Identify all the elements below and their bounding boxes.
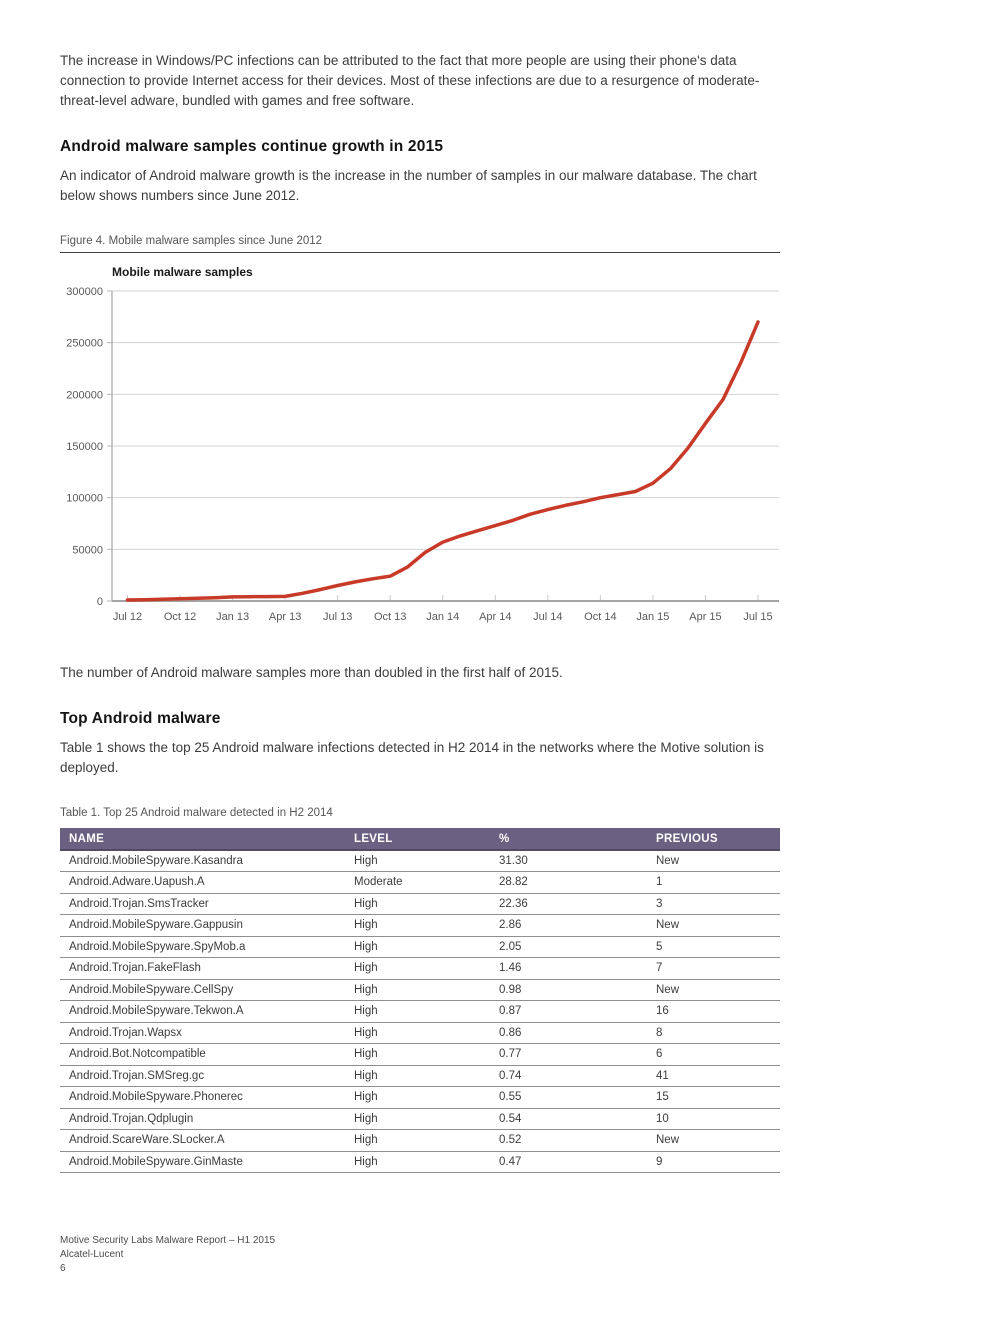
x-tick-label: Jul 15 bbox=[743, 611, 773, 623]
table-row bbox=[60, 979, 780, 1001]
x-tick-label: Jul 14 bbox=[533, 611, 563, 623]
x-tick-label: Jul 13 bbox=[322, 611, 353, 623]
level-cell: High bbox=[345, 1065, 490, 1087]
table-row bbox=[60, 958, 780, 980]
level-cell: High bbox=[345, 1151, 490, 1173]
name-cell: Android.Bot.Notcompatible bbox=[60, 1044, 345, 1066]
percent-cell: 0.87 bbox=[490, 1001, 647, 1023]
column-header-previous: PREVIOUS bbox=[647, 828, 780, 850]
name-cell: Android.Trojan.Wapsx bbox=[60, 1022, 345, 1044]
figure-caption: Figure 4. Mobile malware samples since June 2012 bbox=[60, 235, 323, 247]
x-tick-label: Apr 15 bbox=[689, 611, 722, 623]
previous-cell: 6 bbox=[647, 1044, 780, 1066]
x-tick-label: Jul 12 bbox=[112, 611, 143, 623]
level-cell: High bbox=[345, 1022, 490, 1044]
level-cell: High bbox=[345, 958, 490, 980]
x-tick-label: Apr 13 bbox=[268, 611, 302, 623]
section-heading-top-android-malware: Top Android malware bbox=[60, 710, 221, 727]
name-cell: Android.MobileSpyware.Gappusin bbox=[60, 915, 345, 937]
table-row bbox=[60, 1108, 780, 1130]
x-tick-label: Jan 13 bbox=[216, 611, 250, 623]
previous-cell: 16 bbox=[647, 1001, 780, 1023]
table-row bbox=[60, 915, 780, 937]
y-tick-label: 150000 bbox=[66, 441, 103, 453]
level-cell: High bbox=[345, 936, 490, 958]
footer-report-title: Motive Security Labs Malware Report – H1 2015 bbox=[60, 1235, 276, 1246]
figure-caption-rule bbox=[60, 252, 780, 253]
chart-title: Mobile malware samples bbox=[112, 265, 253, 279]
level-cell: High bbox=[345, 1001, 490, 1023]
malware-samples-series-line bbox=[128, 322, 759, 600]
section2-paragraph: Table 1 shows the top 25 Android malware infections detected in H2 2014 in the networks where the Motive solution is deployed. bbox=[60, 740, 764, 775]
name-cell: Android.Trojan.Qdplugin bbox=[60, 1108, 345, 1130]
name-cell: Android.MobileSpyware.GinMaste bbox=[60, 1151, 345, 1173]
name-cell: Android.Trojan.FakeFlash bbox=[60, 958, 345, 980]
previous-cell: New bbox=[647, 1130, 780, 1152]
column-header-level: LEVEL bbox=[345, 828, 490, 850]
percent-cell: 31.30 bbox=[490, 850, 647, 872]
percent-cell: 1.46 bbox=[490, 958, 647, 980]
percent-cell: 0.77 bbox=[490, 1044, 647, 1066]
level-cell: High bbox=[345, 915, 490, 937]
percent-cell: 0.55 bbox=[490, 1087, 647, 1109]
name-cell: Android.MobileSpyware.Kasandra bbox=[60, 850, 345, 872]
y-tick-label: 200000 bbox=[66, 389, 103, 402]
percent-cell: 0.47 bbox=[490, 1151, 647, 1173]
table-row bbox=[60, 1065, 780, 1087]
table-row bbox=[60, 1001, 780, 1023]
level-cell: High bbox=[345, 979, 490, 1001]
percent-cell: 0.52 bbox=[490, 1130, 647, 1152]
y-tick-label: 50000 bbox=[72, 544, 103, 557]
level-cell: High bbox=[345, 1130, 490, 1152]
percent-cell: 2.05 bbox=[490, 936, 647, 958]
previous-cell: 15 bbox=[647, 1087, 780, 1109]
top-android-malware-table bbox=[60, 828, 780, 1173]
previous-cell: 9 bbox=[647, 1151, 780, 1173]
intro-paragraph: The increase in Windows/PC infections can be attributed to the fact that more people are using their phone's data connection to provide Internet access for their devices. Most of these infections are due to a resurgence of moderate-threat-level adware, bundled with games and free software. bbox=[60, 53, 760, 108]
name-cell: Android.Trojan.SMSreg.gc bbox=[60, 1065, 345, 1087]
table-header-row bbox=[60, 828, 780, 850]
table-row bbox=[60, 1151, 780, 1173]
y-tick-label: 300000 bbox=[66, 286, 103, 298]
chart-canvas bbox=[60, 282, 782, 634]
table-row bbox=[60, 1044, 780, 1066]
level-cell: High bbox=[345, 1044, 490, 1066]
section1-paragraph: An indicator of Android malware growth is the increase in the number of samples in our malware database. The chart below shows numbers since June 2012. bbox=[60, 168, 757, 203]
x-tick-label: Oct 12 bbox=[163, 611, 197, 623]
percent-cell: 0.86 bbox=[490, 1022, 647, 1044]
level-cell: High bbox=[345, 893, 490, 915]
previous-cell: 41 bbox=[647, 1065, 780, 1087]
table-row bbox=[60, 872, 780, 894]
percent-cell: 0.74 bbox=[490, 1065, 647, 1087]
table-row bbox=[60, 1087, 780, 1109]
section-heading-android-growth: Android malware samples continue growth in 2015 bbox=[60, 138, 444, 155]
page-footer bbox=[60, 1234, 275, 1276]
level-cell: High bbox=[345, 850, 490, 872]
previous-cell: 3 bbox=[647, 893, 780, 915]
table-row bbox=[60, 893, 780, 915]
level-cell: Moderate bbox=[345, 872, 490, 894]
name-cell: Android.MobileSpyware.SpyMob.a bbox=[60, 936, 345, 958]
level-cell: High bbox=[345, 1108, 490, 1130]
previous-cell: New bbox=[647, 915, 780, 937]
footer-company: Alcatel-Lucent bbox=[60, 1249, 124, 1260]
footer-page-number: 6 bbox=[60, 1263, 66, 1274]
previous-cell: 8 bbox=[647, 1022, 780, 1044]
table-row bbox=[60, 936, 780, 958]
name-cell: Android.MobileSpyware.Phonerec bbox=[60, 1087, 345, 1109]
x-tick-label: Oct 13 bbox=[374, 611, 407, 623]
name-cell: Android.MobileSpyware.CellSpy bbox=[60, 979, 345, 1001]
name-cell: Android.Trojan.SmsTracker bbox=[60, 893, 345, 915]
percent-cell: 0.54 bbox=[490, 1108, 647, 1130]
percent-cell: 28.82 bbox=[490, 872, 647, 894]
column-header-name: NAME bbox=[60, 828, 345, 850]
x-tick-label: Jan 14 bbox=[426, 611, 460, 623]
y-tick-label: 250000 bbox=[66, 337, 103, 350]
previous-cell: New bbox=[647, 979, 780, 1001]
previous-cell: New bbox=[647, 850, 780, 872]
x-tick-label: Oct 14 bbox=[584, 611, 617, 623]
name-cell: Android.MobileSpyware.Tekwon.A bbox=[60, 1001, 345, 1023]
previous-cell: 1 bbox=[647, 872, 780, 894]
percent-cell: 0.98 bbox=[490, 979, 647, 1001]
mobile-malware-samples-chart bbox=[60, 265, 782, 634]
table-row bbox=[60, 850, 780, 872]
level-cell: High bbox=[345, 1087, 490, 1109]
previous-cell: 5 bbox=[647, 936, 780, 958]
chart-note-paragraph: The number of Android malware samples more than doubled in the first half of 2015. bbox=[60, 665, 563, 680]
x-tick-label: Jan 15 bbox=[636, 611, 670, 623]
x-tick-label: Apr 14 bbox=[479, 611, 512, 623]
column-header-percent: % bbox=[490, 828, 647, 850]
previous-cell: 7 bbox=[647, 958, 780, 980]
table-caption: Table 1. Top 25 Android malware detected in H2 2014 bbox=[60, 807, 333, 819]
y-tick-label: 100000 bbox=[66, 492, 103, 505]
name-cell: Android.ScareWare.SLocker.A bbox=[60, 1130, 345, 1152]
name-cell: Android.Adware.Uapush.A bbox=[60, 872, 345, 894]
percent-cell: 22.36 bbox=[490, 893, 647, 915]
y-tick-label: 0 bbox=[96, 596, 103, 608]
previous-cell: 10 bbox=[647, 1108, 780, 1130]
table-row bbox=[60, 1022, 780, 1044]
percent-cell: 2.86 bbox=[490, 915, 647, 937]
table-row bbox=[60, 1130, 780, 1152]
